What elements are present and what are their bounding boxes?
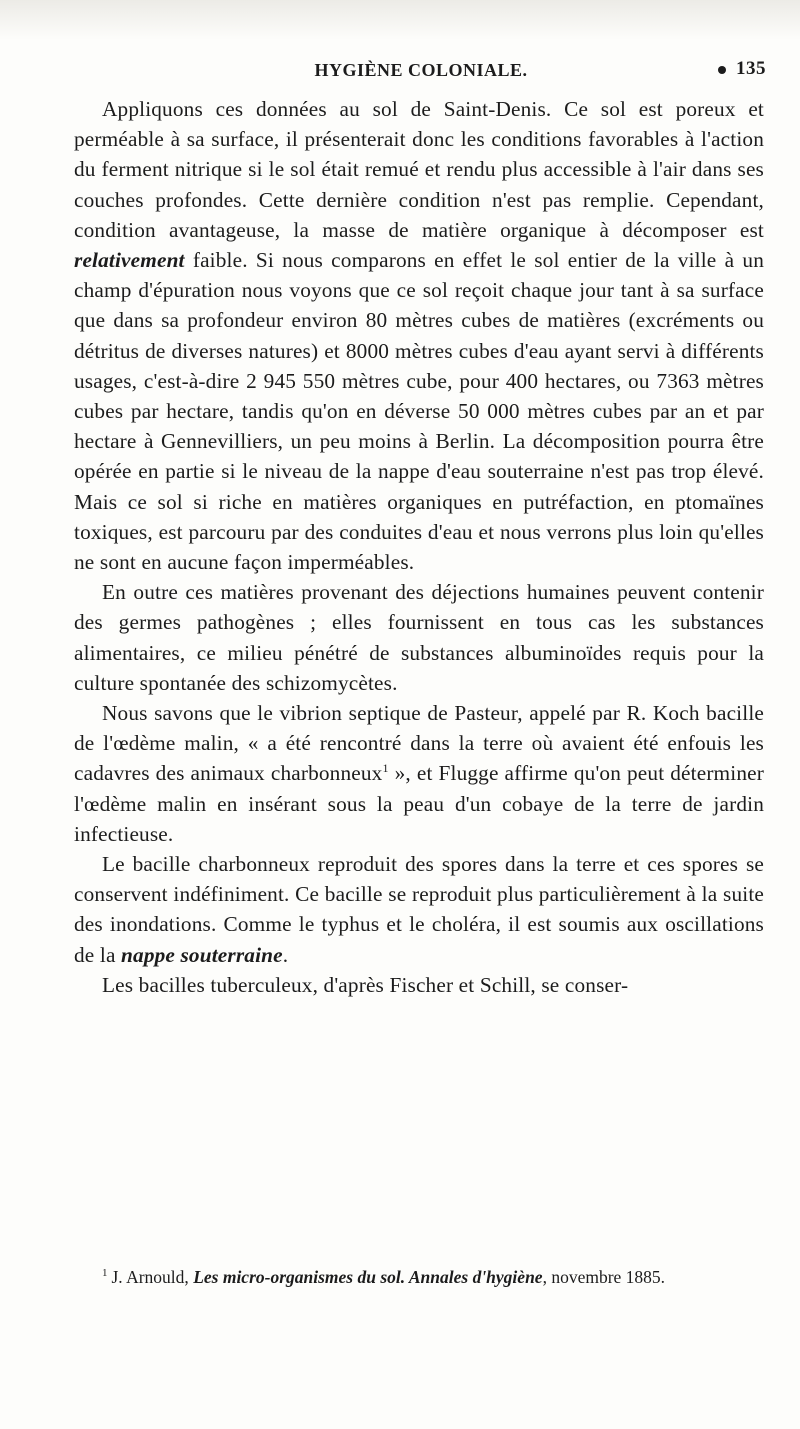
text-segment: Appliquons ces données au sol de Saint-Denis. Ce sol est poreux et perméable à sa surface, il présenterait donc les conditions favorables à l'action du ferment nitrique si le sol était remué et rendu plus accessible à l'air dans ses couches profondes. Cette dernière condition n'est pas remplie. Cependant, condition avantageuse, la masse de matière organique à décomposer est: [74, 97, 764, 242]
body-text: [74, 94, 764, 1000]
paragraph: [74, 970, 764, 1000]
emphasized-text: nappe souterraine: [121, 942, 283, 967]
page-number: 135: [736, 58, 766, 79]
emphasized-text: relativement: [74, 248, 185, 273]
paragraph: [74, 94, 764, 577]
footnote-mark: 1: [102, 1267, 108, 1280]
text-segment: », et Flugge affirme qu'on peut déterminer l'œdème malin en insérant sous la peau d'un cobaye de la terre de jardin infectieuse.: [74, 761, 764, 846]
paragraph: [74, 698, 764, 849]
paragraph: [74, 849, 764, 970]
running-head: [76, 54, 766, 88]
bullet-dot-icon: [718, 66, 726, 74]
page-number-group: [718, 58, 766, 80]
footnote-title: Les micro-organismes du sol. Annales d'hygiène: [193, 1267, 543, 1287]
text-segment: Les bacilles tuberculeux, d'après Fischer et Schill, se conser-: [102, 972, 629, 997]
text-segment: Le bacille charbonneux reproduit des spores dans la terre et ces spores se conservent indéfiniment. Ce bacille se reproduit plus particulièrement à la suite des inondations. Comme le typhus et le choléra, il est soumis aux oscillations de la: [74, 852, 764, 967]
page-fold-shadow: [0, 0, 800, 40]
footnote-rest: , novembre 1885.: [542, 1267, 666, 1287]
footnote-reference: 1: [382, 761, 389, 776]
text-segment: En outre ces matières provenant des déjections humaines peuvent contenir des germes pathogènes ; elles fournissent en tous cas les substances alimentaires, ce milieu pénétré de substances albuminoïdes requis pour la culture spontanée des schizomycètes.: [74, 580, 764, 695]
text-segment: Nous savons que le vibrion septique de Pasteur, appelé par R. Koch bacille de l'œdème malin, « a été rencontré dans la terre où avaient été enfouis les cadavres des animaux charbonneux: [74, 701, 764, 786]
text-segment: .: [282, 942, 289, 967]
running-title: HYGIÈNE COLONIALE.: [314, 60, 528, 80]
paragraph: [74, 577, 764, 698]
footnote: [74, 1265, 764, 1289]
footnote-author: J. Arnould,: [111, 1267, 194, 1287]
text-segment: faible. Si nous comparons en effet le sol entier de la ville à un champ d'épuration nous voyons que ce sol reçoit chaque jour tant à sa surface que dans sa profondeur environ 80 mètres cubes de matières (excréments ou détritus de diverses natures) et 8000 mètres cubes d'eau ayant servi à différents usages, c'est-à-dire 2 945 550 mètres cube, pour 400 hectares, ou 7363 mètres cubes par hectare, tandis qu'on en déverse 50 000 mètres cubes par an et par hectare à Gennevilliers, un peu moins à Berlin. La décomposition pourra être opérée en partie si le niveau de la nappe d'eau souterraine n'est pas trop élevé. Mais ce sol si riche en matières organiques en putréfaction, en ptomaïnes toxiques, est parcouru par des conduites d'eau et nous verrons plus loin qu'elles ne sont en aucune façon imperméables.: [74, 248, 764, 575]
